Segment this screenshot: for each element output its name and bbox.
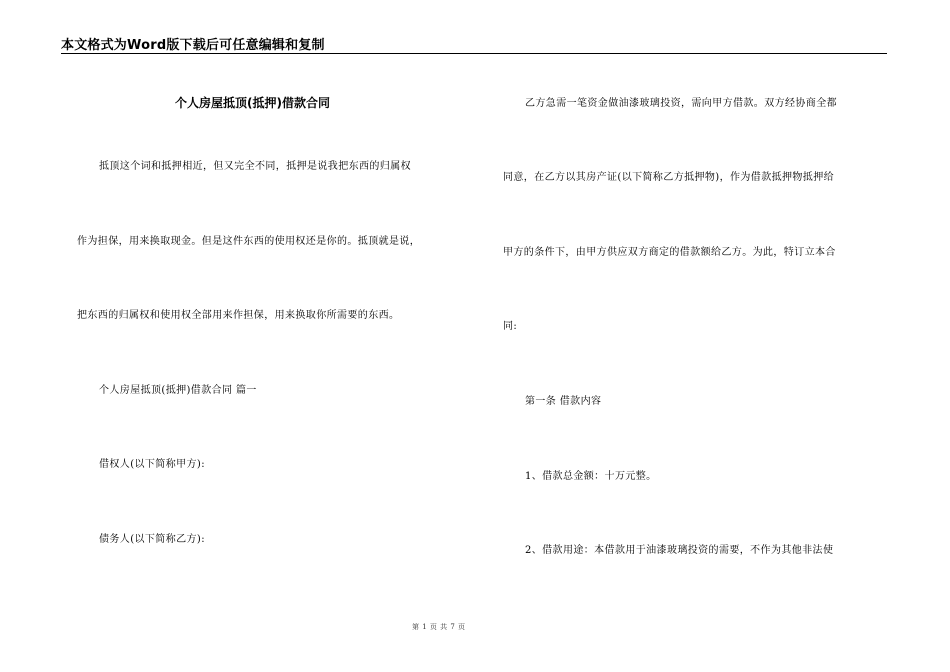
paragraph-line: 抵顶这个词和抵押相近，但又完全不同，抵押是说我把东西的归属权 bbox=[99, 161, 411, 172]
paragraph-line: 甲方的条件下，由甲方供应双方商定的借款额给乙方。为此，特订立本合 bbox=[503, 247, 836, 258]
paragraph-line: 把东西的归属权和使用权全部用来作担保，用来换取你所需要的东西。 bbox=[77, 310, 400, 321]
clause-line: 2、借款用途：本借款用于油漆玻璃投资的需要，不作为其他非法使 bbox=[525, 545, 834, 556]
debtor-line: 债务人(以下简称乙方): bbox=[99, 534, 205, 545]
creditor-line: 借权人(以下简称甲方): bbox=[99, 459, 205, 470]
header-divider bbox=[61, 53, 887, 54]
document-title: 个人房屋抵顶(抵押)借款合同 bbox=[175, 96, 330, 110]
page-number: 第 1 页 共 7 页 bbox=[412, 623, 466, 631]
paragraph-line: 同: bbox=[503, 321, 518, 332]
document-header: 本文格式为Word版下载后可任意编辑和复制 bbox=[61, 38, 325, 53]
paragraph-line: 同意，在乙方以其房产证(以下简称乙方抵押物)，作为借款抵押物抵押给 bbox=[503, 172, 835, 183]
paragraph-line: 作为担保，用来换取现金。但是这件东西的使用权还是你的。抵顶就是说， bbox=[77, 236, 421, 247]
paragraph-line: 乙方急需一笔资金做油漆玻璃投资，需向甲方借款。双方经协商全都 bbox=[525, 98, 837, 109]
section-heading: 个人房屋抵顶(抵押)借款合同 篇一 bbox=[99, 385, 257, 396]
clause-line: 1、借款总金额：十万元整。 bbox=[525, 471, 657, 482]
article-heading: 第一条 借款内容 bbox=[525, 396, 602, 407]
